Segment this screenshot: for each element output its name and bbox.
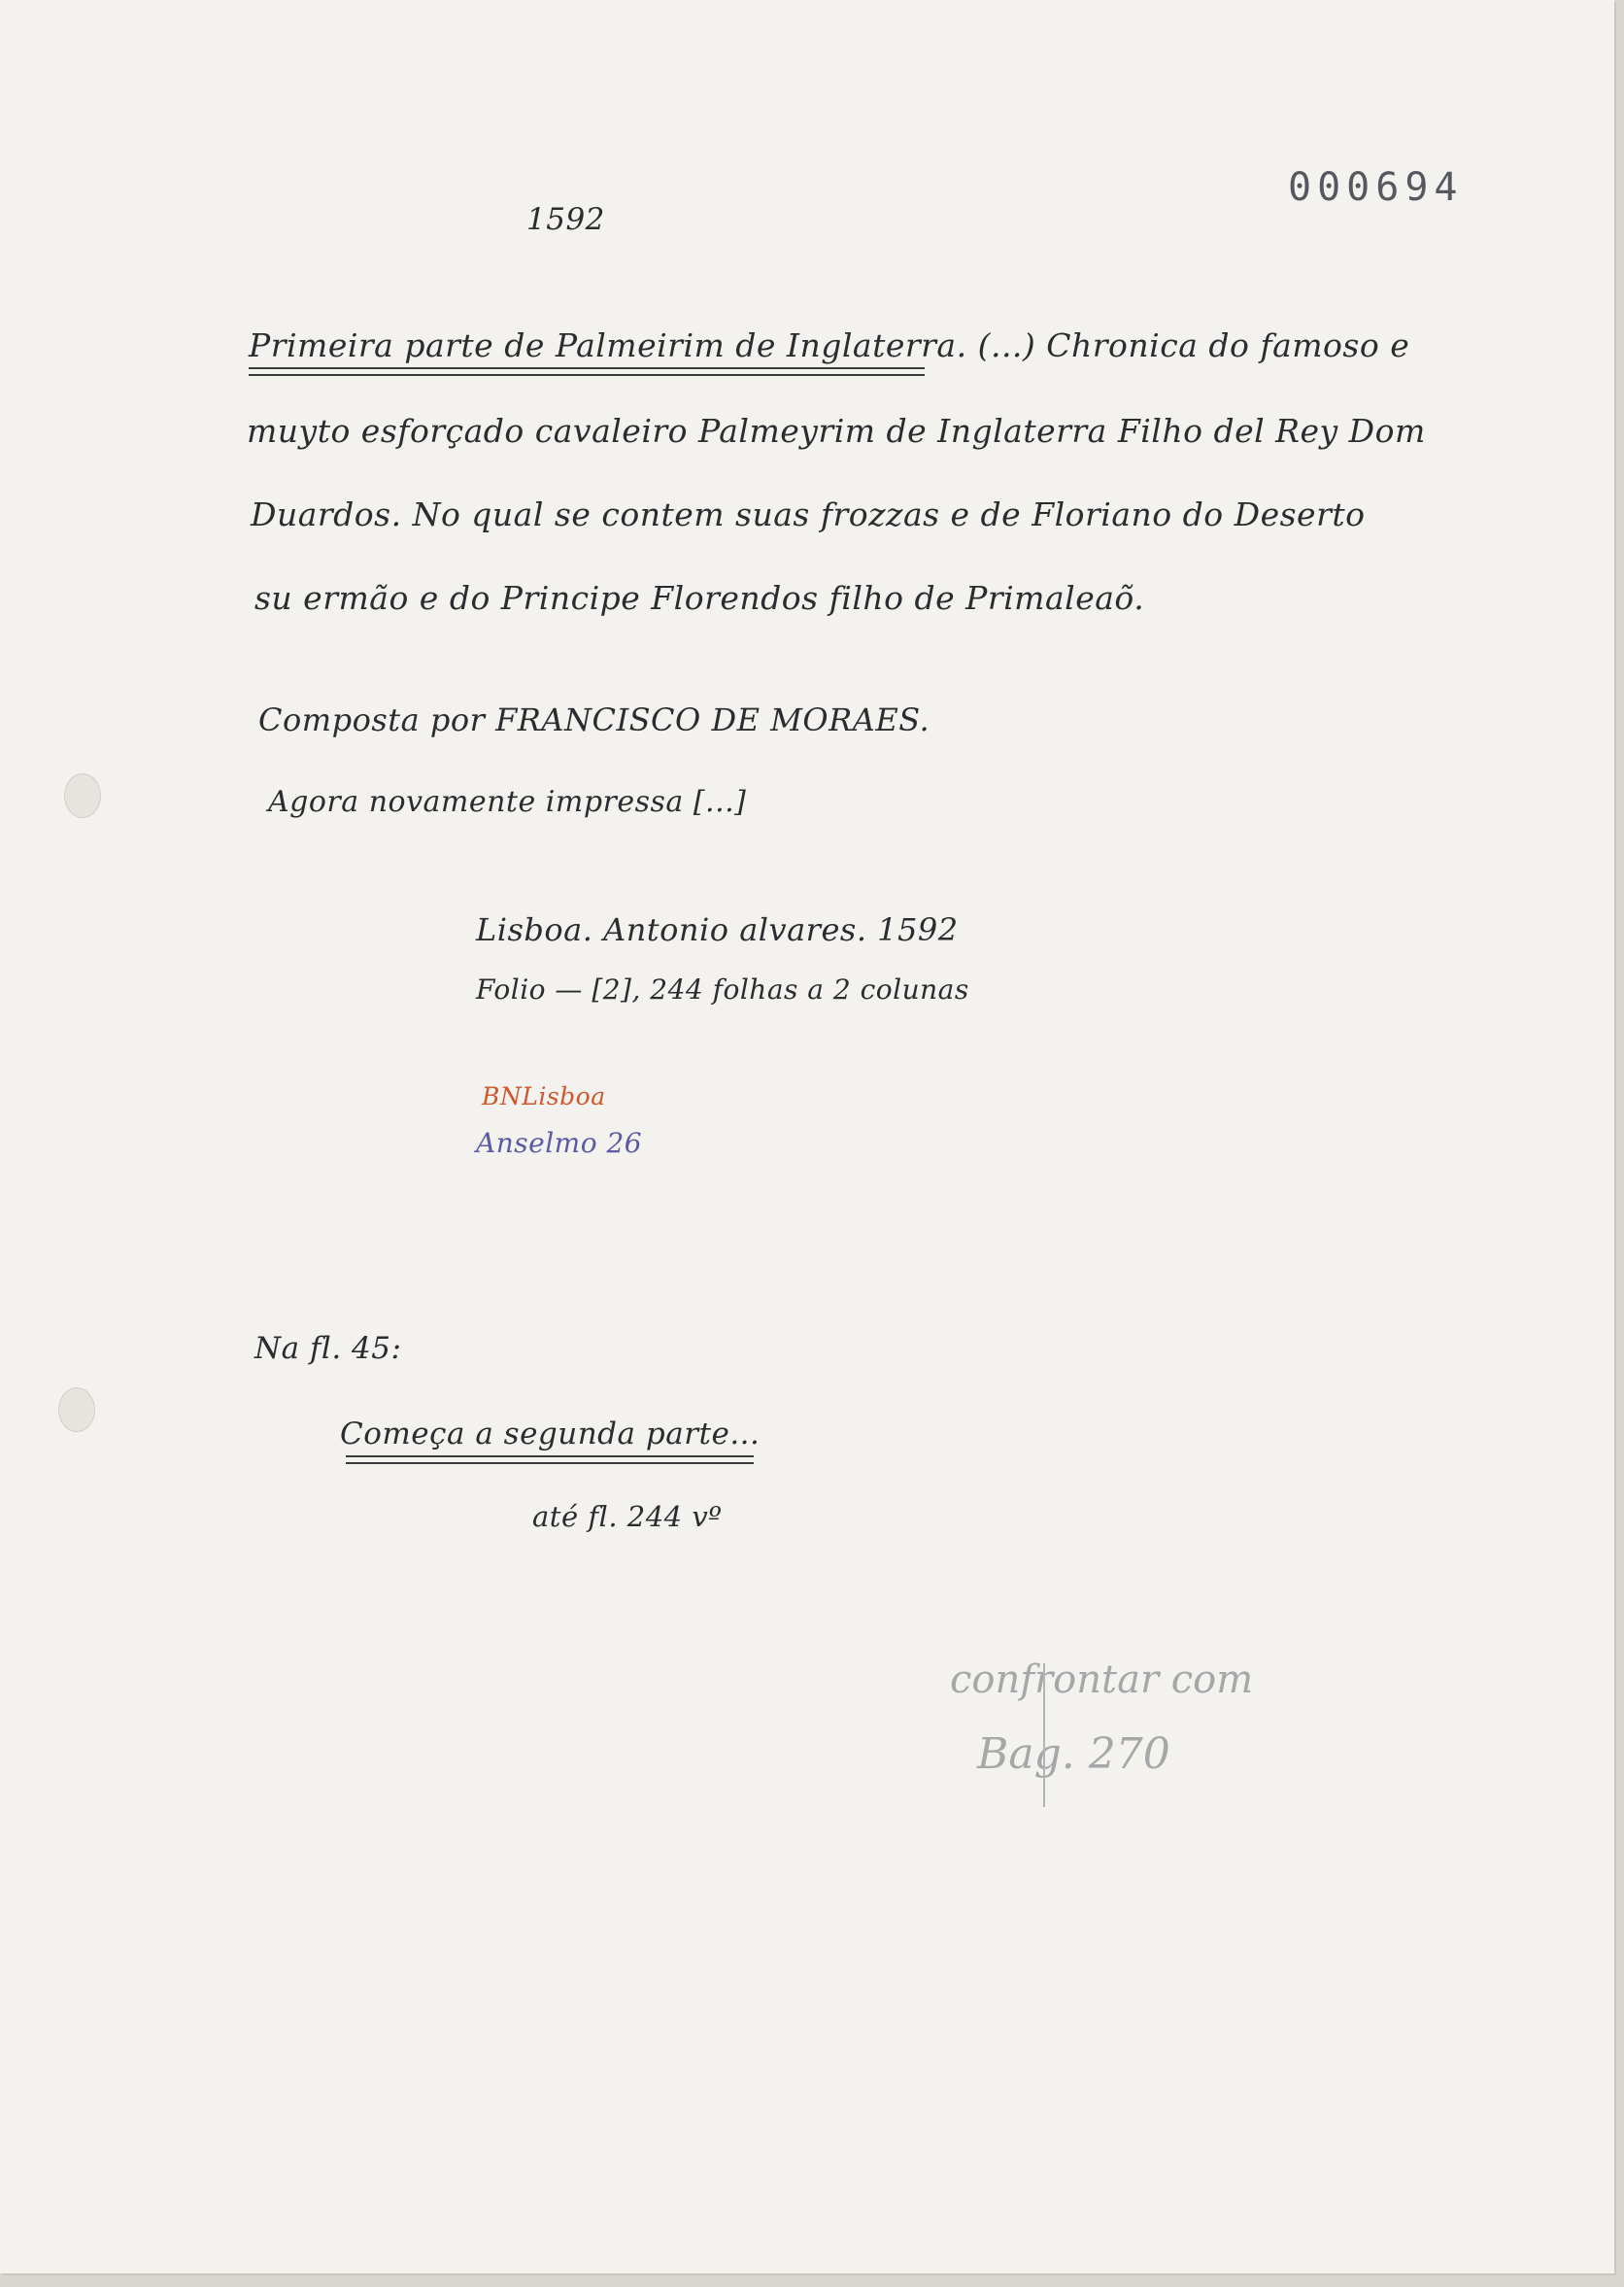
year-heading: 1592 (526, 202, 605, 237)
note-underlined: Começa a segunda parte... (340, 1417, 761, 1451)
punch-hole-top (64, 773, 101, 818)
note-range: até fl. 244 vº (532, 1500, 723, 1533)
format-line: Folio — [2], 244 folhas a 2 colunas (476, 973, 969, 1006)
punch-hole-bottom (58, 1387, 95, 1432)
pencil-note-line-1: confrontar com (950, 1657, 1254, 1702)
title-line-1 (249, 326, 1409, 364)
reprint-line: Agora novamente impressa [...] (268, 785, 747, 819)
title-line-4: su ermão e do Principe Florendos filho de Primaleaõ. (254, 579, 1145, 617)
imprint-line: Lisboa. Antonio alvares. 1592 (476, 911, 959, 948)
stamp-number: 000694 (1288, 165, 1464, 210)
title-line-2: muyto esforçado cavaleiro Palmeyrim de Inglaterra Filho del Rey Dom (247, 412, 1426, 450)
title-underline-2 (249, 374, 925, 376)
note-underline-1 (346, 1455, 754, 1457)
title-line-3: Duardos. No qual se contem suas frozzas e de Floriano do Deserto (251, 495, 1366, 533)
pencil-bracket-stroke (1043, 1663, 1045, 1807)
note-underline-2 (346, 1462, 754, 1464)
catalog-reference: Anselmo 26 (476, 1127, 643, 1159)
note-intro: Na fl. 45: (254, 1331, 402, 1366)
pencil-note-line-2: Bag. 270 (977, 1729, 1170, 1779)
author-line: Composta por FRANCISCO DE MORAES. (258, 701, 930, 738)
library-holding: BNLisboa (482, 1082, 606, 1110)
title-underline-1 (249, 367, 925, 369)
title-rest: . (...) Chronica do famoso e (956, 326, 1410, 364)
title-underlined: Primeira parte de Palmeirim de Inglaterra (249, 326, 957, 364)
